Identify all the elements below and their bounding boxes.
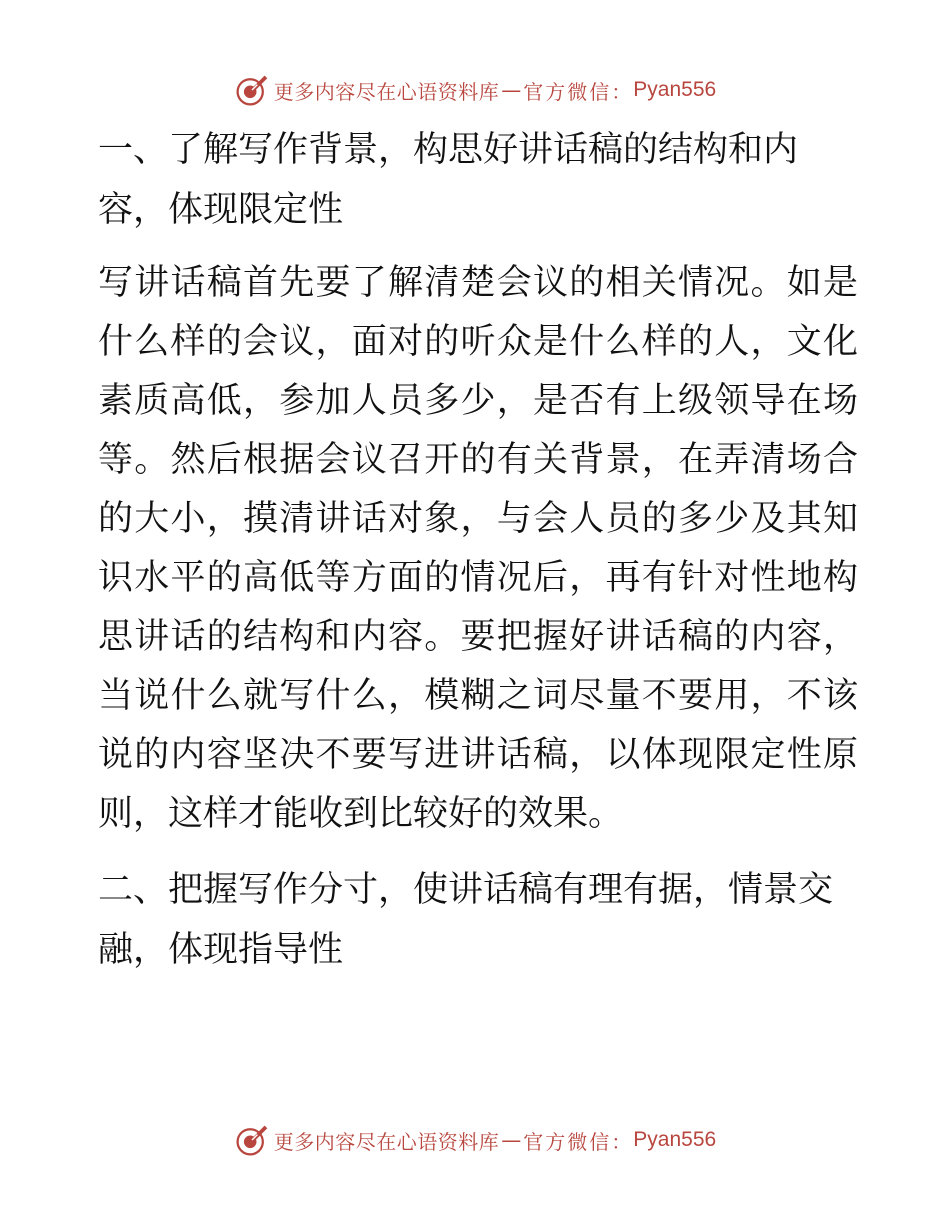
section-1-heading: 一、了解写作背景，构思好讲话稿的结构和内容，体现限定性: [98, 130, 799, 230]
watermark-dash: —: [501, 78, 522, 102]
watermark-official: 官方微信：: [523, 1129, 634, 1154]
watermark-wechat-id: Pyan556: [633, 1128, 717, 1151]
header-watermark: [0, 70, 950, 110]
pen-logo-icon: [234, 72, 270, 108]
watermark-brand: 更多内容尽在心语资料库: [273, 79, 500, 104]
watermark-official: 官方微信：: [523, 79, 634, 104]
document-body: [98, 120, 858, 980]
pen-logo-icon: [234, 1122, 270, 1158]
section-2-heading: 二、把握写作分寸，使讲话稿有理有据，情景交融，体现指导性: [98, 870, 834, 970]
watermark-dash: —: [501, 1128, 522, 1152]
footer-watermark: [0, 1120, 950, 1160]
section-1-paragraph: 写讲话稿首先要了解清楚会议的相关情况。如是什么样的会议，面对的听众是什么样的人，文化素质高低，参加人员多少，是否有上级领导在场等。然后根据会议召开的有关背景，在弄清场合的大小，摸清讲话对象，与会人员的多少及其知识水平的高低等方面的情况后，再有针对性地构思讲话的结构和内容。要把握好讲话稿的内容，当说什么就写什么，模糊之词尽量不要用，不该说的内容坚决不要写进讲话稿，以体现限定性原则，这样才能收到比较好的效果。: [98, 263, 858, 834]
watermark-brand: 更多内容尽在心语资料库: [273, 1129, 500, 1154]
watermark-wechat-id: Pyan556: [633, 78, 717, 101]
